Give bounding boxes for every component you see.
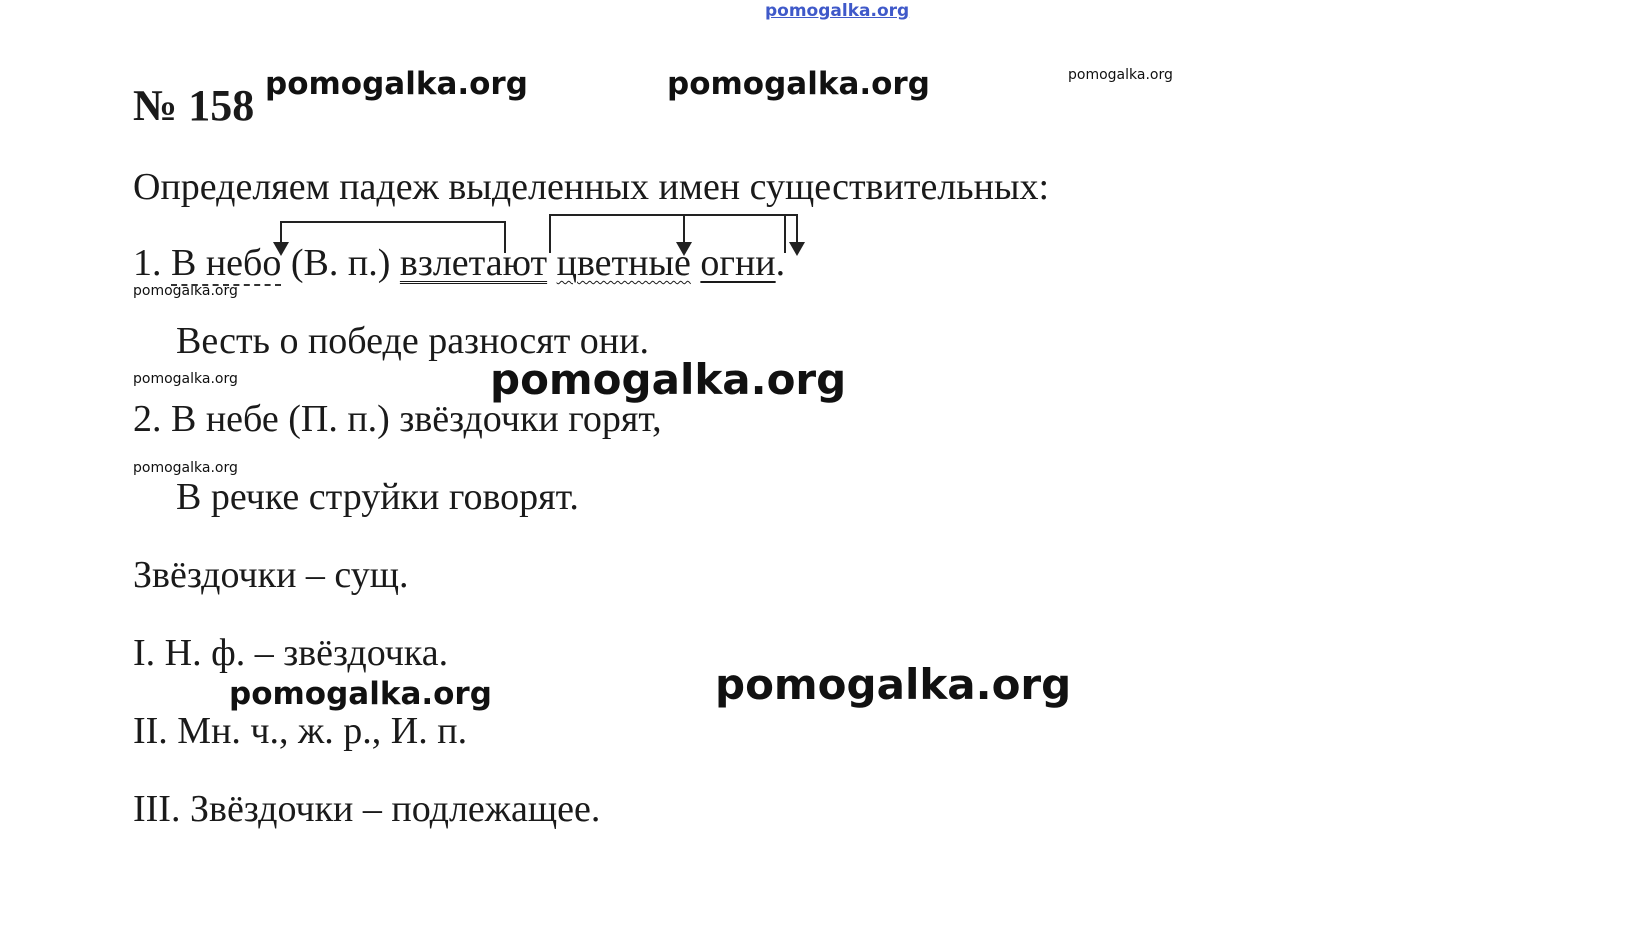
watermark: pomogalka.org [715, 660, 1072, 709]
analysis-point-1: I. Н. ф. – звёздочка. [133, 632, 449, 674]
sentence-1-continuation: Весть о победе разносят они. [176, 320, 649, 362]
sentence-2-continuation: В речке струйки говорят. [176, 476, 579, 518]
watermark: pomogalka.org [667, 66, 930, 102]
word-ogni: огни [700, 242, 776, 284]
watermark: pomogalka.org [1068, 67, 1173, 83]
case-label: (В. п.) [290, 242, 391, 284]
analysis-heading: Звёздочки – сущ. [133, 554, 409, 596]
watermark: pomogalka.org [133, 460, 238, 476]
word-v-nebo: В небо [171, 242, 282, 284]
watermark: pomogalka.org [265, 66, 528, 102]
analysis-point-3: III. Звёздочки – подлежащее. [133, 788, 601, 830]
watermark: pomogalka.org [490, 355, 847, 404]
sentence-1 [133, 244, 785, 282]
watermark: pomogalka.org [133, 371, 238, 387]
word-vzletayut: взлетают [399, 242, 548, 284]
word-tsvetnye: цветные [556, 242, 691, 284]
watermark-top: pomogalka.org [765, 1, 910, 21]
intro-text: Определяем падеж выделенных имен существительных: [133, 166, 1050, 208]
exercise-number: № 158 [133, 81, 255, 130]
analysis-point-2: II. Мн. ч., ж. р., И. п. [133, 710, 468, 752]
watermark: pomogalka.org [229, 676, 492, 712]
watermark: pomogalka.org [133, 283, 238, 299]
sentence-1-end: . [775, 242, 786, 284]
sentence-2: 2. В небе (П. п.) звёздочки горят, [133, 398, 662, 440]
sentence-1-number: 1. [133, 242, 162, 284]
